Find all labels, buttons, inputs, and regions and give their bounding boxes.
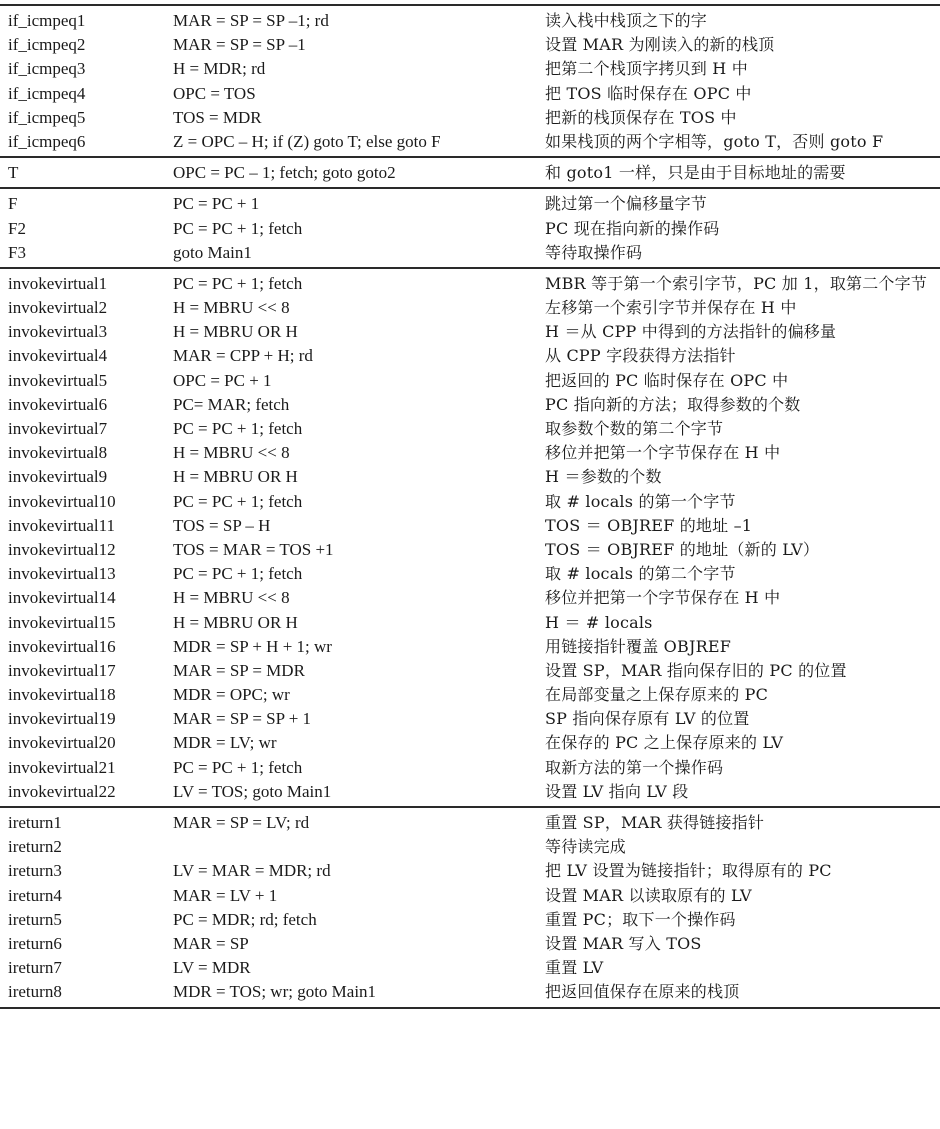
table-row [0,241,940,265]
microinstruction-label: invokevirtual1 [8,273,108,293]
table-row [0,106,940,130]
microinstruction-operations: PC = PC + 1; fetch [173,273,303,293]
microinstruction-comment: 把 TOS 临时保存在 OPC 中 [545,83,752,103]
table-row [0,217,940,241]
microinstruction-operations: OPC = TOS [173,83,256,103]
microinstruction-operations: H = MBRU OR H [173,467,298,487]
table-row [0,884,940,908]
table-row [0,57,940,81]
microinstruction-operations: TOS = MDR [173,107,262,127]
microinstruction-operations: goto Main1 [173,242,252,262]
microinstruction-comment: 左移第一个索引字节并保存在 H 中 [545,298,797,318]
table-row [0,369,940,393]
microinstruction-label: ireturn5 [8,909,62,929]
microinstruction-comment: MBR 等于第一个索引字节，PC 加 1，取第二个字节 [545,273,928,293]
table-row [0,835,940,859]
microinstruction-comment: 用链接指针覆盖 OBJREF [545,636,732,656]
microinstruction-label: ireturn7 [8,958,62,978]
table-row [0,611,940,635]
table-row [0,659,940,683]
microcode-table [0,4,940,1009]
table-row [0,417,940,441]
microinstruction-label: invokevirtual9 [8,467,108,487]
microinstruction-label: if_icmpeq3 [8,59,86,79]
microinstruction-comment: 重置 SP，MAR 获得链接指针 [545,813,765,832]
microinstruction-operations: TOS = MAR = TOS +1 [173,539,334,559]
table-row [0,161,940,185]
microinstruction-operations: H = MDR; rd [173,59,266,79]
table-row [0,320,940,344]
microinstruction-operations: LV = MDR [173,958,251,978]
table-row [0,562,940,586]
table-row [0,33,940,57]
microinstruction-operations: PC = PC + 1; fetch [173,491,303,511]
microinstruction-operations: MDR = SP + H + 1; wr [173,636,332,656]
microinstruction-label: if_icmpeq4 [8,83,86,103]
table-row [0,932,940,956]
microinstruction-label: invokevirtual7 [8,419,108,438]
microinstruction-operations: H = MBRU OR H [173,612,298,632]
microinstruction-comment: 在保存的 PC 之上保存原来的 LV [545,733,784,753]
microinstruction-comment: SP 指向保存原有 LV 的位置 [545,709,750,729]
row-group-t [0,156,940,187]
microinstruction-label: invokevirtual16 [8,636,116,656]
microinstruction-operations: MAR = LV + 1 [173,885,278,905]
table-row [0,908,940,932]
microinstruction-comment: 取 # locals 的第二个字节 [545,564,736,584]
table-row [0,731,940,755]
microinstruction-comment: 等待取操作码 [545,242,643,262]
microinstruction-operations: PC = MDR; rd; fetch [173,909,317,929]
microinstruction-label: if_icmpeq1 [8,11,86,30]
microinstruction-comment: PC 指向新的方法；取得参数的个数 [545,394,801,414]
table-row [0,683,940,707]
table-row [0,859,940,883]
microinstruction-comment: 移位并把第一个字节保存在 H 中 [545,588,781,608]
table-row [0,514,940,538]
table-row [0,538,940,562]
microinstruction-comment: 把 LV 设置为链接指针；取得原有的 PC [545,861,832,881]
table-row [0,441,940,465]
table-row [0,465,940,489]
microinstruction-label: ireturn2 [8,837,62,857]
microinstruction-comment: 读入栈中栈顶之下的字 [545,11,708,30]
microinstruction-comment: 设置 MAR 以读取原有的 LV [545,885,752,905]
microinstruction-comment: 跳过第一个偏移量字节 [545,194,708,214]
microinstruction-label: if_icmpeq5 [8,107,86,127]
microinstruction-operations: PC = PC + 1; fetch [173,564,303,584]
microinstruction-operations: MDR = OPC; wr [173,685,290,705]
microinstruction-label: ireturn8 [8,982,62,1002]
microinstruction-label: T [8,163,19,183]
table-row [0,980,940,1004]
microinstruction-operations: MAR = SP = SP –1; rd [173,11,329,30]
microinstruction-label: invokevirtual15 [8,612,116,632]
microinstruction-comment: 设置 LV 指向 LV 段 [545,781,689,801]
microinstruction-operations: MAR = SP = LV; rd [173,813,310,832]
microinstruction-comment: 如果栈顶的两个字相等，goto T，否则 goto F [545,131,884,151]
microinstruction-comment: 和 goto1 一样，只是由于目标地址的需要 [545,163,846,183]
microinstruction-operations: MDR = LV; wr [173,733,277,753]
microinstruction-label: invokevirtual20 [8,733,116,753]
table-row [0,130,940,154]
microinstruction-comment: 在局部变量之上保存原来的 PC [545,685,769,705]
microinstruction-operations: MAR = SP = SP –1 [173,35,306,55]
row-group-invokevirtual [0,267,940,806]
microinstruction-operations: MAR = SP = MDR [173,660,305,680]
microinstruction-label: ireturn3 [8,861,62,881]
microinstruction-label: ireturn1 [8,813,62,832]
table-row [0,393,940,417]
microinstruction-comment: 取参数个数的第二个字节 [545,419,724,438]
microinstruction-comment: 设置 SP，MAR 指向保存旧的 PC 的位置 [545,660,847,680]
microinstruction-label: if_icmpeq2 [8,35,86,55]
microinstruction-label: invokevirtual13 [8,564,116,584]
microinstruction-label: invokevirtual5 [8,370,108,390]
microinstruction-label: invokevirtual12 [8,539,116,559]
microinstruction-operations: OPC = PC + 1 [173,370,272,390]
table-row [0,756,940,780]
microinstruction-comment: 把新的栈顶保存在 TOS 中 [545,107,737,127]
microinstruction-label: F3 [8,242,26,262]
microinstruction-label: invokevirtual11 [8,515,116,535]
microinstruction-operations: MAR = CPP + H; rd [173,346,313,366]
microinstruction-comment: 设置 MAR 为刚读入的新的栈顶 [545,35,775,55]
microinstruction-label: invokevirtual3 [8,322,108,342]
table-row [0,296,940,320]
microinstruction-operations: OPC = PC – 1; fetch; goto goto2 [173,163,396,183]
microinstruction-label: invokevirtual18 [8,685,116,705]
table-row [0,635,940,659]
microinstruction-operations: PC= MAR; fetch [173,394,290,414]
microinstruction-label: invokevirtual17 [8,660,116,680]
microinstruction-label: invokevirtual14 [8,588,116,608]
microinstruction-label: invokevirtual21 [8,757,116,777]
microinstruction-comment: 把第二个栈顶字拷贝到 H 中 [545,59,748,79]
microinstruction-label: ireturn4 [8,885,62,905]
microinstruction-label: if_icmpeq6 [8,131,86,151]
microinstruction-label: invokevirtual2 [8,298,108,318]
microinstruction-operations: Z = OPC – H; if (Z) goto T; else goto F [173,131,441,151]
microinstruction-operations: PC = PC + 1; fetch [173,419,303,438]
microinstruction-comment: 等待读完成 [545,837,627,857]
microinstruction-comment: 重置 LV [545,958,604,978]
microinstruction-label: F2 [8,218,26,238]
microinstruction-operations: MAR = SP [173,933,249,953]
table-row [0,586,940,610]
table-row [0,192,940,216]
row-group-f [0,187,940,267]
microinstruction-label: F [8,194,18,214]
table-row [0,780,940,804]
row-group-ireturn [0,806,940,1009]
microinstruction-comment: 设置 MAR 写入 TOS [545,933,702,953]
microinstruction-operations: LV = TOS; goto Main1 [173,781,332,801]
table-row [0,707,940,731]
microinstruction-operations: H = MBRU << 8 [173,298,290,318]
microinstruction-operations: H = MBRU << 8 [173,443,290,463]
microinstruction-operations: MDR = TOS; wr; goto Main1 [173,982,377,1002]
microinstruction-comment: 重置 PC；取下一个操作码 [545,909,736,929]
table-row [0,811,940,835]
microinstruction-comment: TOS ＝ OBJREF 的地址 –1 [545,515,753,535]
table-row [0,490,940,514]
microinstruction-label: invokevirtual6 [8,394,108,414]
microinstruction-comment: 取 # locals 的第一个字节 [545,491,736,511]
microinstruction-comment: H ＝ # locals [545,612,653,632]
microinstruction-label: invokevirtual19 [8,709,116,729]
microinstruction-comment: 从 CPP 字段获得方法指针 [545,346,736,366]
microinstruction-label: invokevirtual22 [8,781,116,801]
microinstruction-operations: PC = PC + 1; fetch [173,757,303,777]
microinstruction-comment: H ＝参数的个数 [545,467,662,487]
microinstruction-comment: 移位并把第一个字节保存在 H 中 [545,443,781,463]
microinstruction-operations: H = MBRU OR H [173,322,298,342]
microinstruction-comment: PC 现在指向新的操作码 [545,218,720,238]
microinstruction-label: invokevirtual4 [8,346,108,366]
table-row [0,272,940,296]
microinstruction-operations: TOS = SP – H [173,515,271,535]
table-row [0,344,940,368]
microinstruction-label: ireturn6 [8,933,62,953]
microinstruction-operations: H = MBRU << 8 [173,588,290,608]
microinstruction-comment: H ＝从 CPP 中得到的方法指针的偏移量 [545,322,837,342]
row-group-if-icmpeq [0,4,940,156]
microinstruction-operations: LV = MAR = MDR; rd [173,861,331,881]
microinstruction-operations: MAR = SP = SP + 1 [173,709,312,729]
microinstruction-label: invokevirtual10 [8,491,116,511]
table-row [0,956,940,980]
table-row [0,9,940,33]
microinstruction-comment: 把返回值保存在原来的栈顶 [545,982,740,1002]
table-row [0,82,940,106]
microinstruction-label: invokevirtual8 [8,443,108,463]
microinstruction-comment: TOS ＝ OBJREF 的地址（新的 LV） [545,539,820,559]
microinstruction-operations: PC = PC + 1 [173,194,260,214]
microinstruction-comment: 取新方法的第一个操作码 [545,757,724,777]
microinstruction-operations: PC = PC + 1; fetch [173,218,303,238]
microinstruction-comment: 把返回的 PC 临时保存在 OPC 中 [545,370,789,390]
